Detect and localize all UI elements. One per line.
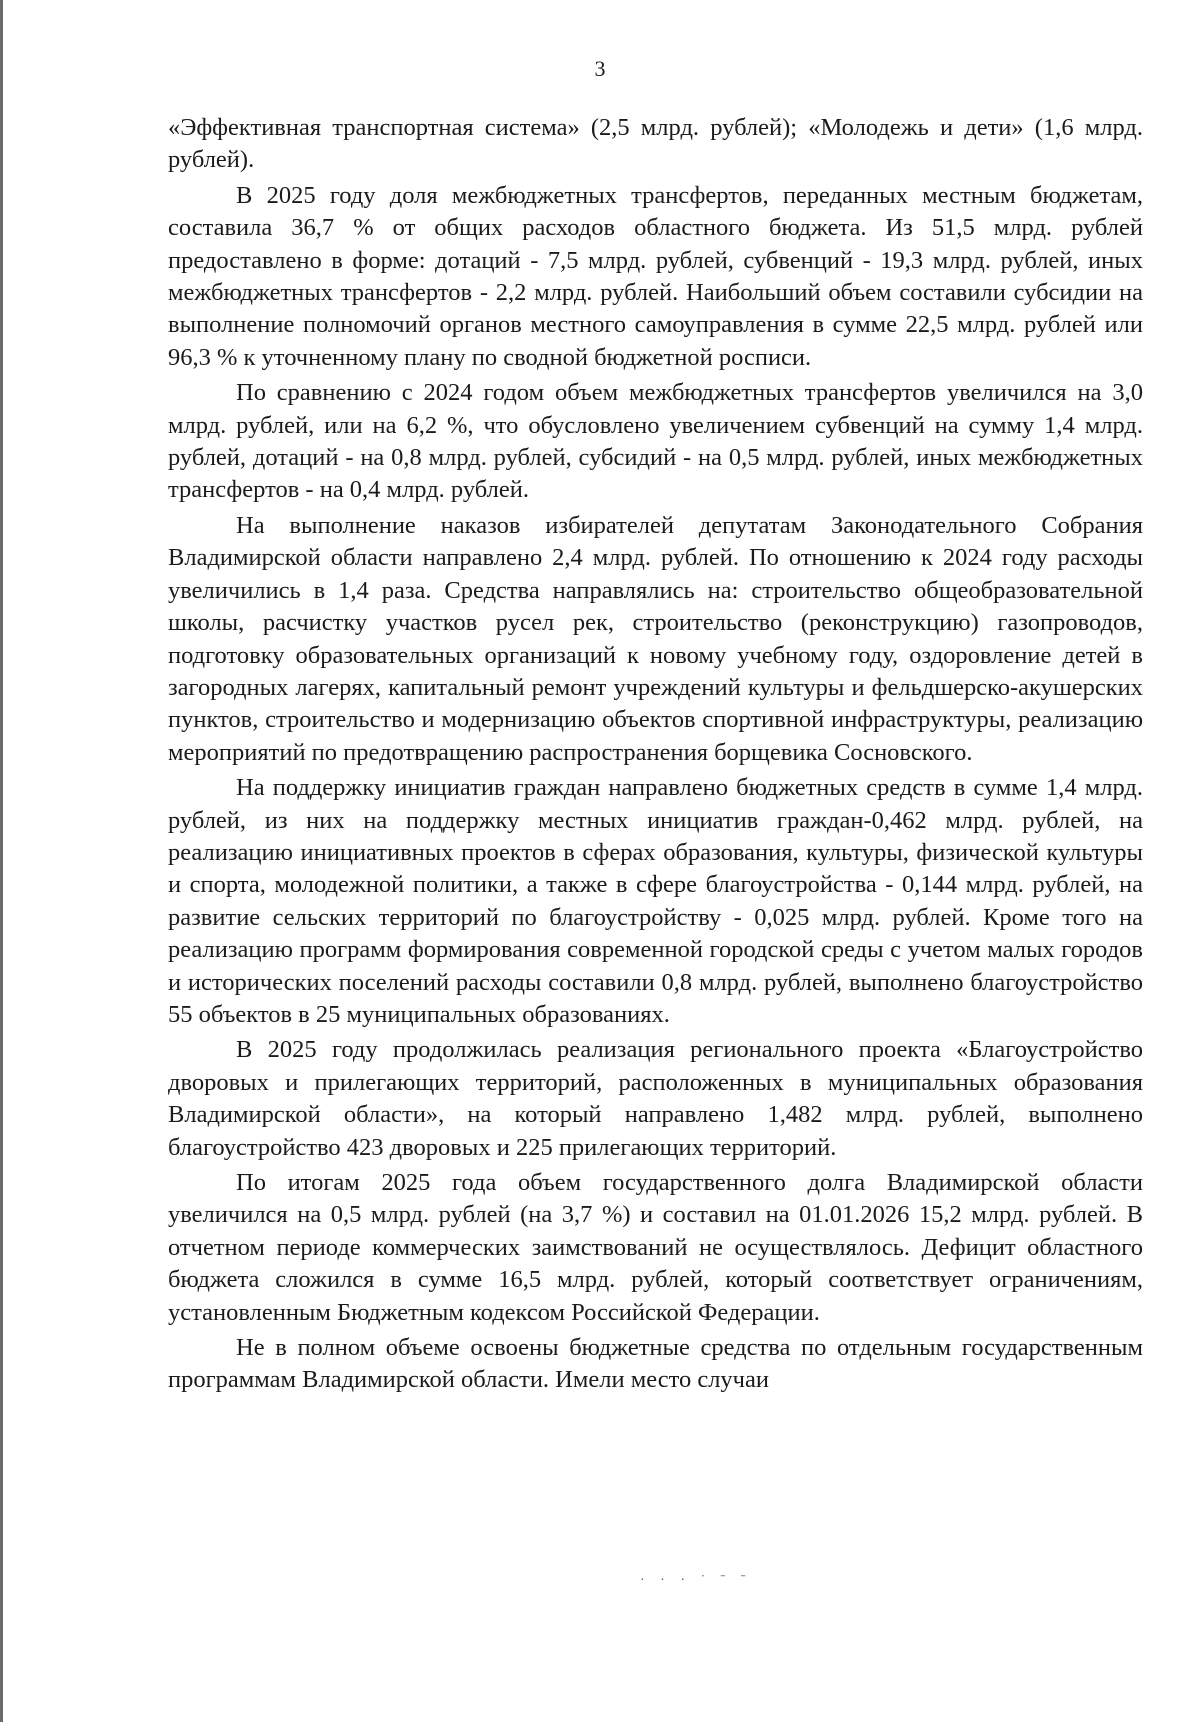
page-number: 3: [594, 56, 606, 81]
paragraph-voter-mandates: На выполнение наказов избирателей депутатам Законодательного Собрания Владимирской области направлено 2,4 млрд. рублей. По отношению к 2024 году расходы увеличились в 1,4 раза. Средства направлялись на: строительство общеобразовательной школы, расчистку участков русел рек, строительство (реконструкцию) газопроводов, подготовку образовательных организаций к новому учебному году, оздоровление детей в загородных лагерях, капитальный ремонт учреждений культуры и фельдшерско-акушерских пунктов, строительство и модернизацию объектов спортивной инфраструктуры, реализацию мероприятий по предотвращению распространения борщевика Сосновского.: [168, 511, 1143, 766]
paragraph-continuation: «Эффективная транспортная система» (2,5 млрд. рублей); «Молодежь и дети» (1,6 млрд. рублей).: [168, 114, 1143, 174]
paragraph-citizen-initiatives: На поддержку инициатив граждан направлено бюджетных средств в сумме 1,4 млрд. рублей, из них на поддержку местных инициатив граждан-0,462 млрд. рублей, на реализацию инициативных проектов в сферах образования, культуры, физической культуры и спорта, молодежной политики, а также в сфере благоустройства - 0,144 млрд. рублей, на развитие сельских территорий по благоустройству - 0,025 млрд. рублей. Кроме того на реализацию программ формирования современной городской среды с учетом малых городов и исторических поселений расходы составили 0,8 млрд. рублей, выполнено благоустройство 55 объектов в 25 муниципальных образованиях.: [168, 774, 1143, 1028]
scan-left-edge: [0, 0, 3, 1722]
paragraph-regional-project: В 2025 году продолжилась реализация регионального проекта «Благоустройство дворовых и прилегающих территорий, расположенных в муниципальных образования Владимирской области», на который направлено 1,482 млрд. рублей, выполнено благоустройство 423 дворовых и 225 прилегающих территорий.: [168, 1036, 1143, 1161]
paragraph-interbudget-transfers: В 2025 году доля межбюджетных трансфертов, переданных местным бюджетам, составила 36,7 % от общих расходов областного бюджета. Из 51,5 млрд. рублей предоставлено в форме: дотаций - 7,5 млрд. рублей, субвенций - 19,3 млрд. рублей, иных межбюджетных трансфертов - 2,2 млрд. рублей. Наибольший объем составили субсидии на выполнение полномочий органов местного самоуправления в сумме 22,5 млрд. рублей или 96,3 % к уточненному плану по сводной бюджетной росписи.: [168, 181, 1143, 371]
paragraph-unspent-funds: Не в полном объеме освоены бюджетные средства по отдельным государственным программам Владимирской области. Имели место случаи: [168, 1334, 1143, 1394]
paragraph-state-debt: По итогам 2025 года объем государственного долга Владимирской области увеличился на 0,5 млрд. рублей (на 3,7 %) и составил на 01.01.2026 15,2 млрд. рублей. В отчетном периоде коммерческих заимствований не осуществлялось. Дефицит областного бюджета сложился в сумме 16,5 млрд. рублей, который соответствует ограничениям, установленным Бюджетным кодексом Российской Федерации.: [168, 1169, 1143, 1326]
paragraph-comparison-2024: По сравнению с 2024 годом объем межбюджетных трансфертов увеличился на 3,0 млрд. рублей, или на 6,2 %, что обусловлено увеличением субвенций на сумму 1,4 млрд. рублей, дотаций - на 0,8 млрд. рублей, субсидий - на 0,5 млрд. рублей, иных межбюджетных трансфертов - на 0,4 млрд. рублей.: [168, 379, 1143, 504]
document-body: [168, 112, 1143, 1400]
scan-specks: · · · ˙ ˉ ˉ: [640, 1573, 752, 1588]
